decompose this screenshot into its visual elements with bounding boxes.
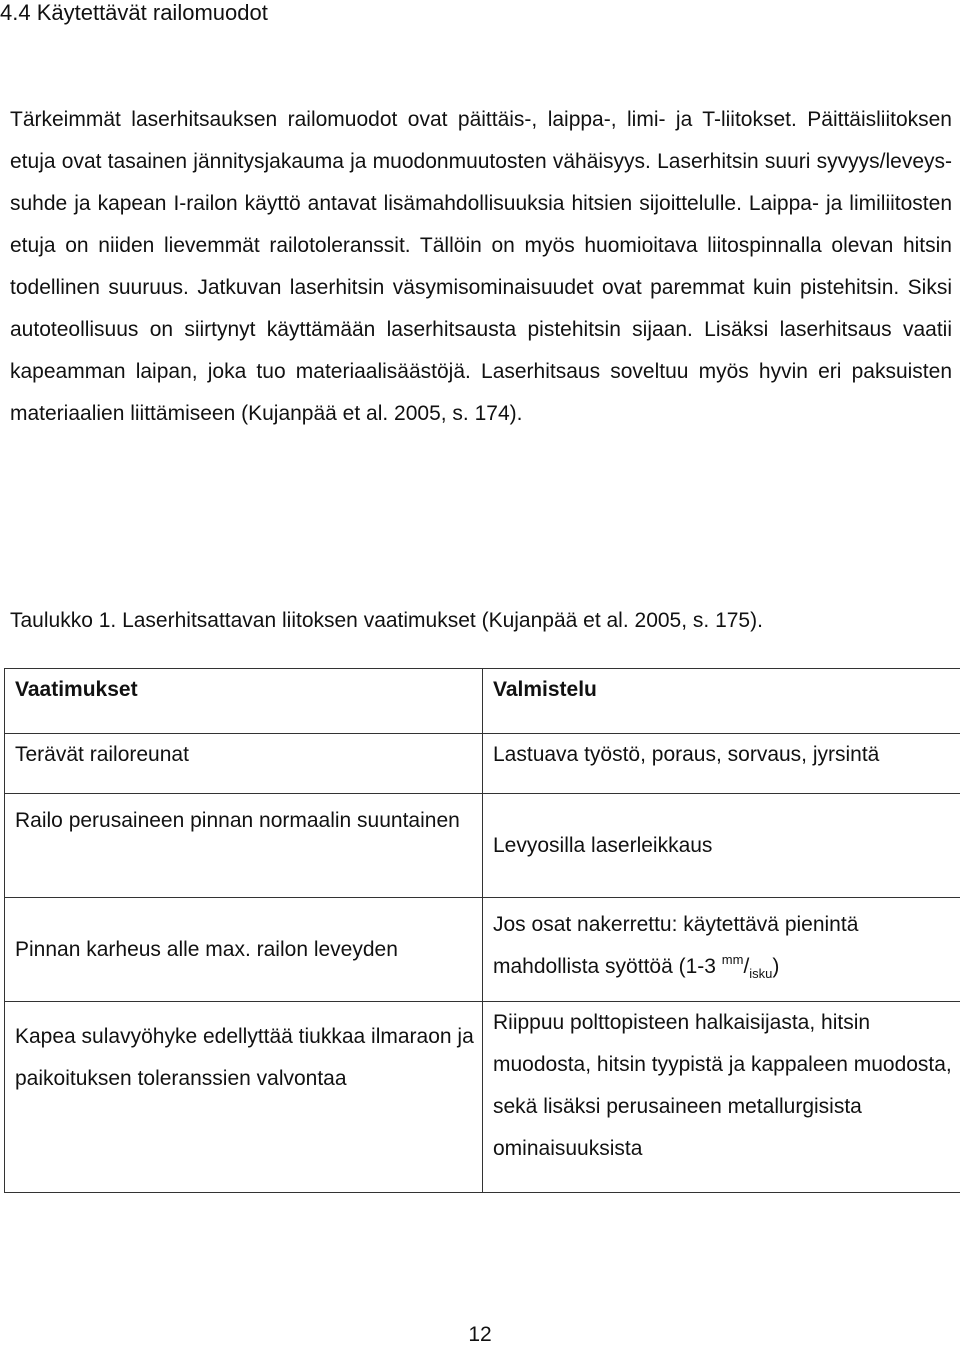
table-header-row: [5, 669, 960, 734]
body-paragraph: Tärkeimmät laserhitsauksen railomuodot ovat päittäis-, laippa-, limi- ja T-liitokset. Päittäisliitoksen etuja ovat tasainen jännitysjakauma ja muodonmuutosten vähäisyys. Laserhitsin suuri syvyys/leveys-suhde ja kapean I-railon käyttö antavat lisämahdollisuuksia hitsien sijoittelulle. Laippa- ja limiliitosten etuja on niiden lievemmät railotoleranssit. Tällöin on myös huomioitava liitospinnalla olevan hitsin todellinen suuruus. Jatkuvan laserhitsin väsymisominaisuudet ovat paremmat kuin pistehitsin. Siksi autoteollisuus on siirtynyt käyttämään laserhitsausta pistehitsin sijaan. Lisäksi laserhitsaus vaatii kapeamman laipan, joka tuo materiaalisäästöjä. Laserhitsaus soveltuu myös hyvin eri paksuisten materiaalien liittämiseen (Kujanpää et al. 2005, s. 174).: [10, 99, 952, 435]
table-row: [5, 1002, 960, 1193]
requirement-cell: Kapea sulavyöhyke edellyttää tiukkaa ilmaraon ja paikoituksen toleranssien valvontaa: [5, 1002, 483, 1193]
requirement-cell: Terävät railoreunat: [5, 734, 483, 794]
preparation-main-text: Jos osat nakerrettu: käytettävä pienintä mahdollista syöttöä (1-3: [493, 913, 858, 978]
preparation-cell: [483, 898, 960, 1002]
preparation-cell: Levyosilla laserleikkaus: [483, 794, 960, 898]
unit-subscript: isku: [749, 966, 772, 981]
preparation-cell: Lastuava työstö, poraus, sorvaus, jyrsintä: [483, 734, 960, 794]
table-row: [5, 794, 960, 898]
section-heading: 4.4 Käytettävät railomuodot: [0, 0, 268, 26]
table-row: [5, 734, 960, 794]
requirement-cell: Pinnan karheus alle max. railon leveyden: [5, 898, 483, 1002]
preparation-end-text: ): [772, 955, 779, 978]
header-vaatimukset: Vaatimukset: [5, 669, 483, 734]
table-row: [5, 898, 960, 1002]
unit-slash: /: [743, 955, 749, 978]
table-caption: Taulukko 1. Laserhitsattavan liitoksen vaatimukset (Kujanpää et al. 2005, s. 175).: [10, 600, 763, 642]
requirement-cell: Railo perusaineen pinnan normaalin suuntainen: [5, 794, 483, 898]
preparation-cell: Riippuu polttopisteen halkaisijasta, hitsin muodosta, hitsin tyypistä ja kappaleen muodosta, sekä lisäksi perusaineen metallurgisista ominaisuuksista: [483, 1002, 960, 1193]
requirements-table: [4, 668, 960, 1193]
page-number: 12: [0, 1322, 960, 1348]
header-valmistelu: Valmistelu: [483, 669, 960, 734]
unit-superscript: mm: [722, 952, 744, 967]
